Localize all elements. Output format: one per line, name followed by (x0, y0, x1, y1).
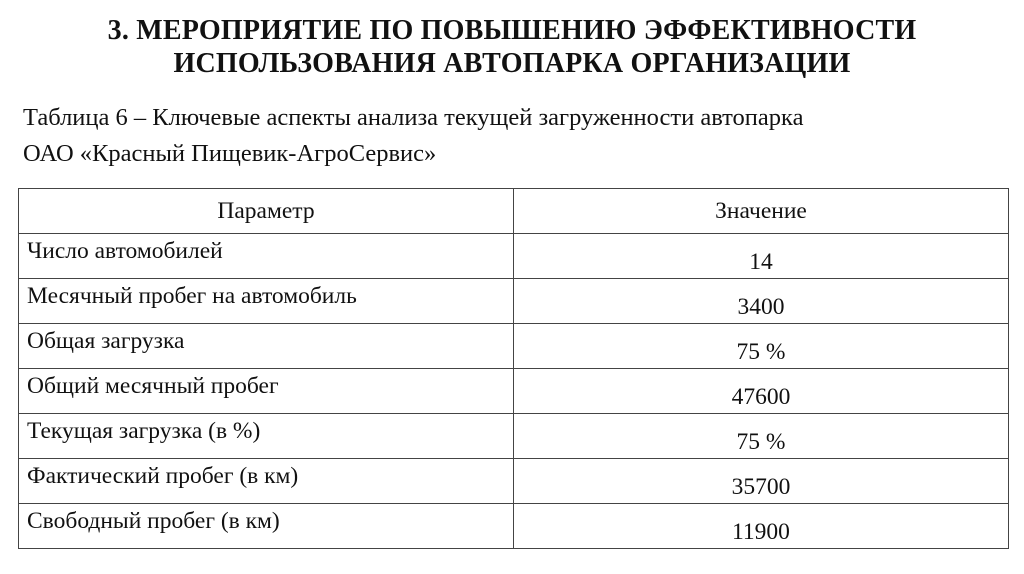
row-value: 35700 (514, 459, 1009, 504)
table-caption-line-2: ОАО «Красный Пищевик-АгроСервис» (23, 140, 437, 167)
table-row (19, 504, 1009, 549)
row-value: 47600 (514, 369, 1009, 414)
table-row (19, 369, 1009, 414)
row-parameter: Месячный пробег на автомобиль (19, 279, 514, 324)
row-value: 14 (514, 234, 1009, 279)
row-value: 11900 (514, 504, 1009, 549)
row-parameter: Текущая загрузка (в %) (19, 414, 514, 459)
table-row (19, 414, 1009, 459)
column-header-parameter: Параметр (19, 189, 514, 234)
row-parameter: Общий месячный пробег (19, 369, 514, 414)
table-row (19, 459, 1009, 504)
row-parameter: Фактический пробег (в км) (19, 459, 514, 504)
table-row (19, 234, 1009, 279)
row-parameter: Общая загрузка (19, 324, 514, 369)
table-header-row (19, 189, 1009, 234)
column-header-value: Значение (514, 189, 1009, 234)
section-heading-line-1: 3. МЕРОПРИЯТИЕ ПО ПОВЫШЕНИЮ ЭФФЕКТИВНОСТИ (107, 15, 917, 46)
row-value: 75 % (514, 414, 1009, 459)
row-parameter: Свободный пробег (в км) (19, 504, 514, 549)
section-heading-line-2: ИСПОЛЬЗОВАНИЯ АВТОПАРКА ОРГАНИЗАЦИИ (173, 48, 851, 79)
table-row (19, 279, 1009, 324)
fleet-parameters-table (18, 188, 1009, 549)
section-heading (0, 14, 1024, 80)
row-value: 75 % (514, 324, 1009, 369)
table-row (19, 324, 1009, 369)
table-caption (23, 100, 1013, 172)
table-caption-line-1: Таблица 6 – Ключевые аспекты анализа текущей загруженности автопарка (23, 104, 804, 131)
row-parameter: Число автомобилей (19, 234, 514, 279)
row-value: 3400 (514, 279, 1009, 324)
